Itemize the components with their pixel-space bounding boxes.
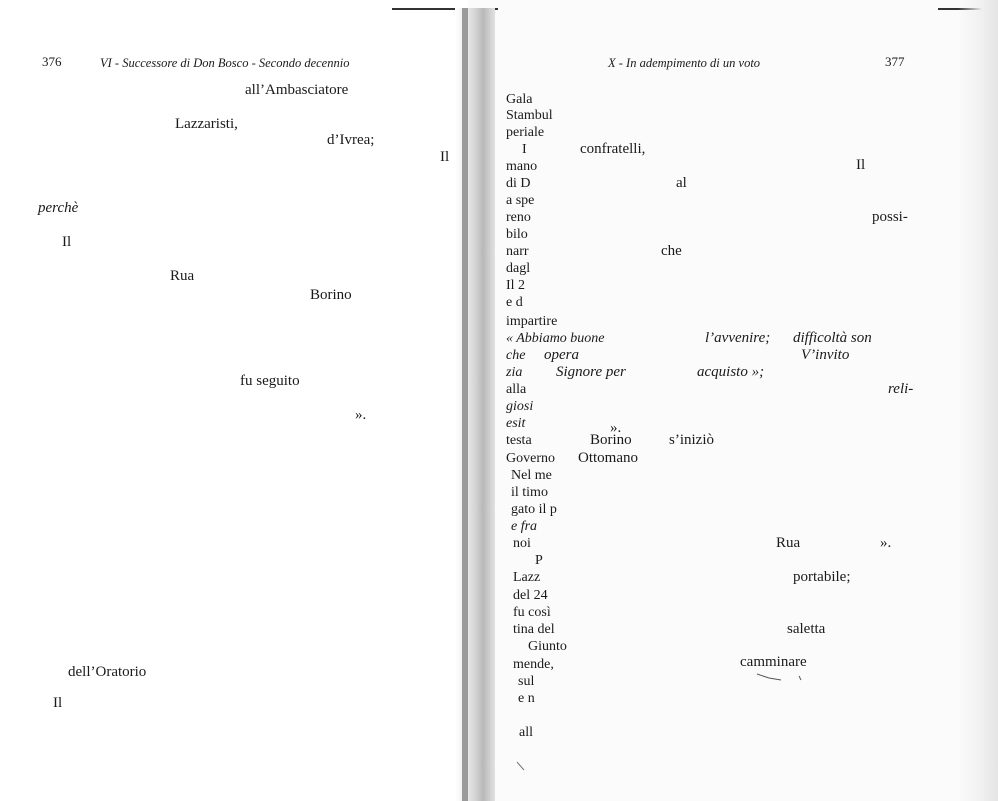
text-fragment: Il [62,234,72,250]
column-line: e fra [511,519,538,534]
text-fragment: acquisto »; [697,364,765,380]
text-fragment: opera [544,347,579,363]
page-edge-shadow [958,0,998,801]
column-line: gato il p [511,502,557,517]
column-line: del 24 [513,588,548,603]
text-fragment: Il [440,149,450,165]
text-fragment: Ottomano [578,450,638,466]
text-fragment: all’Ambasciatore [245,82,349,98]
text-fragment: ». [880,535,892,551]
column-line: di D [506,176,531,191]
text-fragment: Rua [776,535,801,551]
left-page [0,0,468,801]
column-line: e d [506,295,523,310]
text-fragment: Signore per [556,364,626,380]
column-line: alla [506,382,527,397]
column-line: all [519,725,533,740]
text-fragment: Lazzaristi, [175,116,238,132]
page-number-left: 376 [42,54,62,69]
text-fragment: difficoltà son [793,330,872,346]
text-fragment: confratelli, [580,141,646,157]
text-fragment: reli- [888,381,914,397]
page-number-right: 377 [885,54,905,69]
column-line: sul [518,674,535,689]
text-fragment: dell’Oratorio [68,664,147,680]
column-line: narr [506,244,529,259]
running-head-right: X - In adempimento di un voto [608,56,761,70]
text-fragment: d’Ivrea; [327,132,375,148]
column-line: zia [506,365,523,380]
column-line: P [535,553,543,568]
column-line: Stambul [506,108,553,123]
text-fragment: portabile; [793,569,851,585]
column-line: giosi [506,399,534,414]
column-line: « Abbiamo buone [506,331,605,346]
text-fragment: al [676,175,687,191]
column-line: dagl [506,261,531,276]
text-fragment: ». [610,420,622,436]
column-line: I [522,142,527,157]
column-line: noi [513,536,531,551]
text-fragment: Borino [310,287,352,303]
column-line: Giunto [528,639,567,654]
column-line: il timo [511,485,548,500]
text-fragment: camminare [740,654,807,670]
column-line: periale [506,125,545,140]
running-head-left: VI - Successore di Don Bosco - Secondo decennio [100,56,350,70]
text-fragment: Il [856,157,866,173]
text-fragment: fu seguito [240,373,300,389]
text-fragment: s’iniziò [669,432,714,448]
text-fragment: Rua [170,268,195,284]
text-fragment: ». [355,407,367,423]
column-line: reno [506,210,531,225]
text-fragment: Borino [590,432,632,448]
text-fragment: Il [53,695,63,711]
column-line: Lazz [513,570,541,585]
book-gutter-shadow [455,8,495,801]
text-fragment: perchè [38,200,79,216]
stray-pen-mark [515,760,529,774]
text-fragment: V’invito [801,347,850,363]
column-line: mende, [513,657,554,672]
book-spine-line [462,8,468,801]
text-fragment: l’avvenire; [705,330,771,346]
column-line: bilo [506,227,528,242]
column-line: Il 2 [506,278,526,293]
column-line: Gala [506,92,533,107]
text-fragment: saletta [787,621,826,637]
column-line: impartire [506,314,558,329]
text-fragment: che [661,243,682,259]
column-line: Governo [506,451,555,466]
column-line: testa [506,433,532,448]
column-line: che [506,348,526,363]
column-line: fu così [513,605,551,620]
column-line: tina del [513,622,555,637]
column-line: esit [506,416,526,431]
text-fragment: possi- [872,209,908,225]
column-line: Nel me [511,468,552,483]
stray-pen-mark [755,668,815,682]
column-line: e n [518,691,535,706]
column-line: a spe [506,193,535,208]
column-line: mano [506,159,538,174]
